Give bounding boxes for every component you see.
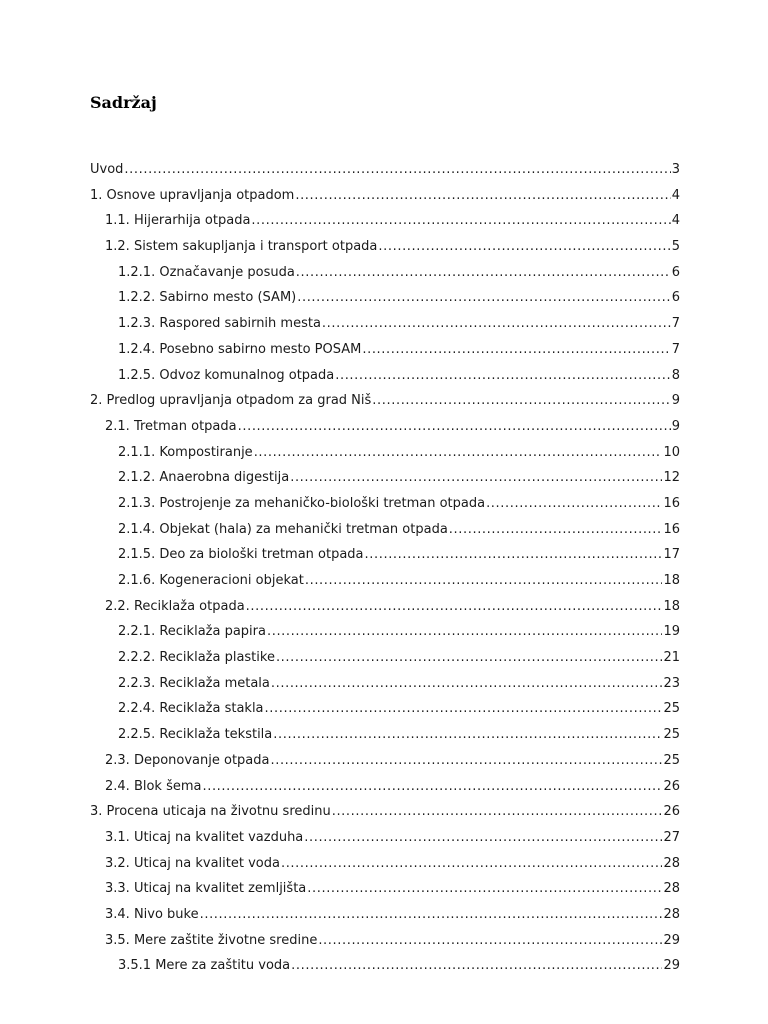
- toc-entry-title: 3.3. Uticaj na kvalitet zemljišta: [105, 881, 307, 897]
- toc-entry-page-number: 25: [663, 727, 680, 743]
- toc-entry[interactable]: [90, 825, 680, 851]
- dot-leader: [295, 183, 670, 209]
- toc-entry-page-number: 6: [671, 264, 680, 280]
- toc-entry-title: 2.2.2. Reciklaža plastike: [118, 650, 275, 666]
- toc-entry[interactable]: [90, 748, 680, 774]
- toc-entry-title: 2.1.4. Objekat (hala) za mehanički tretman otpada: [118, 521, 448, 537]
- dot-leader: [318, 928, 662, 954]
- dot-leader: [372, 388, 670, 414]
- dot-leader: [270, 748, 662, 774]
- toc-entry-title: 2.1.2. Anaerobna digestija: [118, 470, 290, 486]
- toc-entry[interactable]: [90, 260, 680, 286]
- dot-leader: [251, 208, 670, 234]
- toc-entry-title: 3.5.1 Mere za zaštitu voda: [118, 958, 291, 974]
- dot-leader: [296, 260, 671, 286]
- toc-entry-title: 1.2.3. Raspored sabirnih mesta: [118, 316, 321, 332]
- toc-entry-title: 2. Predlog upravljanja otpadom za grad Niš: [90, 393, 372, 409]
- toc-entry[interactable]: [90, 208, 680, 234]
- dot-leader: [332, 799, 663, 825]
- toc-entry-page-number: 28: [663, 881, 680, 897]
- dot-leader: [273, 722, 662, 748]
- dot-leader: [307, 876, 662, 902]
- toc-entry[interactable]: [90, 619, 680, 645]
- toc-entry-title: 2.1.6. Kogeneracioni objekat: [118, 573, 304, 588]
- dot-leader: [291, 953, 662, 979]
- toc-entry-page-number: 19: [663, 624, 680, 640]
- toc-entry[interactable]: [90, 774, 680, 800]
- toc-entry[interactable]: [90, 645, 680, 671]
- toc-entry[interactable]: [90, 234, 680, 260]
- toc-entry-page-number: 3: [671, 162, 680, 177]
- toc-entry[interactable]: [90, 953, 680, 979]
- toc-entry-page-number: 25: [663, 752, 680, 768]
- toc-entry[interactable]: [90, 363, 680, 389]
- toc-entry-title: 2.1. Tretman otpada: [105, 418, 237, 434]
- toc-heading: Sadržaj: [90, 93, 157, 112]
- toc-entry-page-number: 18: [663, 598, 680, 614]
- toc-entry-title: 2.2.4. Reciklaža stakla: [118, 701, 264, 717]
- toc-entry-title: 2.1.1. Kompostiranje: [118, 444, 253, 460]
- dot-leader: [304, 825, 662, 851]
- toc-entry[interactable]: [90, 183, 680, 209]
- toc-entry-page-number: 4: [671, 187, 680, 203]
- dot-leader: [276, 645, 663, 671]
- toc-entry[interactable]: [90, 491, 680, 517]
- toc-entry-page-number: 23: [663, 675, 680, 691]
- toc-entry-title: 2.4. Blok šema: [105, 778, 202, 794]
- toc-entry-page-number: 21: [663, 650, 680, 666]
- dot-leader: [297, 285, 670, 311]
- dot-leader: [200, 902, 663, 928]
- toc-entry-title: 1.2.4. Posebno sabirno mesto POSAM: [118, 341, 362, 357]
- dot-leader: [281, 851, 662, 877]
- toc-entry-page-number: 27: [663, 829, 680, 845]
- toc-entry-title: 2.3. Deponovanje otpada: [105, 752, 270, 768]
- toc-entry-page-number: 8: [671, 367, 680, 383]
- toc-entry-title: 2.1.5. Deo za biološki tretman otpada: [118, 547, 364, 563]
- toc-entry-title: 2.2.3. Reciklaža metala: [118, 675, 270, 691]
- toc-entry[interactable]: [90, 928, 680, 954]
- toc-entry-page-number: 9: [671, 418, 680, 434]
- toc-entry[interactable]: [90, 722, 680, 748]
- dot-leader: [378, 234, 670, 260]
- toc-entry[interactable]: [90, 311, 680, 337]
- toc-entry-title: 3. Procena uticaja na životnu sredinu: [90, 804, 331, 820]
- toc-entry-title: 3.5. Mere zaštite životne sredine: [105, 932, 318, 948]
- toc-entry[interactable]: [90, 388, 680, 414]
- toc-entry[interactable]: [90, 696, 680, 722]
- toc-entry[interactable]: [90, 517, 680, 543]
- toc-entry-title: Uvod: [90, 162, 124, 177]
- toc-entry[interactable]: [90, 594, 680, 620]
- toc-entry-page-number: 25: [663, 701, 680, 717]
- toc-entry-title: 2.2.1. Reciklaža papira: [118, 624, 266, 640]
- dot-leader: [290, 465, 662, 491]
- dot-leader: [335, 363, 670, 389]
- toc-entry-title: 3.4. Nivo buke: [105, 906, 199, 922]
- toc-entry-title: 1.2. Sistem sakupljanja i transport otpada: [105, 239, 378, 255]
- toc-entry-title: 1. Osnove upravljanja otpadom: [90, 187, 295, 203]
- toc-entry-page-number: 4: [671, 213, 680, 229]
- toc-entry-page-number: 6: [671, 290, 680, 306]
- toc-entry-page-number: 29: [663, 958, 680, 974]
- toc-entry-page-number: 26: [663, 778, 680, 794]
- toc-entry[interactable]: [90, 799, 680, 825]
- dot-leader: [271, 671, 663, 697]
- toc-entry-page-number: 17: [663, 547, 680, 563]
- dot-leader: [254, 440, 663, 466]
- toc-entry-title: 2.1.3. Postrojenje za mehaničko-biološki tretman otpada: [118, 495, 486, 511]
- toc-entry-page-number: 12: [663, 470, 680, 486]
- toc-entry-page-number: 18: [663, 573, 680, 588]
- toc-entry-title: 1.2.5. Odvoz komunalnog otpada: [118, 367, 335, 383]
- dot-leader: [486, 491, 662, 517]
- toc-entry[interactable]: [90, 876, 680, 902]
- toc-entry-page-number: 28: [663, 855, 680, 871]
- dot-leader: [124, 157, 670, 183]
- toc-entry-page-number: 26: [663, 804, 680, 820]
- toc-entry-title: 3.1. Uticaj na kvalitet vazduha: [105, 829, 304, 845]
- toc-entry[interactable]: [90, 542, 680, 568]
- toc-entry-page-number: 5: [671, 239, 680, 255]
- toc-entry-page-number: 7: [671, 316, 680, 332]
- toc-entry[interactable]: [90, 285, 680, 311]
- toc-entry[interactable]: [90, 157, 680, 183]
- toc-entry-title: 1.1. Hijerarhija otpada: [105, 213, 251, 229]
- toc-entry[interactable]: [90, 337, 680, 363]
- toc-entry-page-number: 28: [663, 906, 680, 922]
- dot-leader: [322, 311, 671, 337]
- toc-entry-page-number: 16: [663, 495, 680, 511]
- dot-leader: [267, 619, 662, 645]
- toc-entry[interactable]: [90, 414, 680, 440]
- dot-leader: [265, 696, 663, 722]
- toc-entry-page-number: 29: [663, 932, 680, 948]
- toc-entry-page-number: 16: [663, 521, 680, 537]
- dot-leader: [238, 414, 671, 440]
- dot-leader: [246, 594, 663, 620]
- dot-leader: [305, 568, 663, 594]
- dot-leader: [365, 542, 663, 568]
- toc-entry-title: 1.2.1. Označavanje posuda: [118, 264, 295, 280]
- toc-entry[interactable]: [90, 465, 680, 491]
- toc-entry-title: 2.2. Reciklaža otpada: [105, 598, 245, 614]
- toc-entry-title: 1.2.2. Sabirno mesto (SAM): [118, 290, 297, 306]
- table-of-contents: [90, 157, 680, 979]
- toc-entry-title: 3.2. Uticaj na kvalitet voda: [105, 855, 280, 871]
- dot-leader: [362, 337, 670, 363]
- toc-entry-page-number: 10: [663, 444, 680, 460]
- dot-leader: [202, 774, 662, 800]
- toc-entry[interactable]: [90, 851, 680, 877]
- toc-entry[interactable]: [90, 902, 680, 928]
- toc-entry[interactable]: [90, 671, 680, 697]
- toc-entry[interactable]: [90, 440, 680, 466]
- dot-leader: [449, 517, 663, 543]
- toc-entry-page-number: 9: [671, 393, 680, 409]
- toc-entry-title: 2.2.5. Reciklaža tekstila: [118, 727, 273, 743]
- toc-entry[interactable]: [90, 568, 680, 594]
- toc-entry-page-number: 7: [671, 341, 680, 357]
